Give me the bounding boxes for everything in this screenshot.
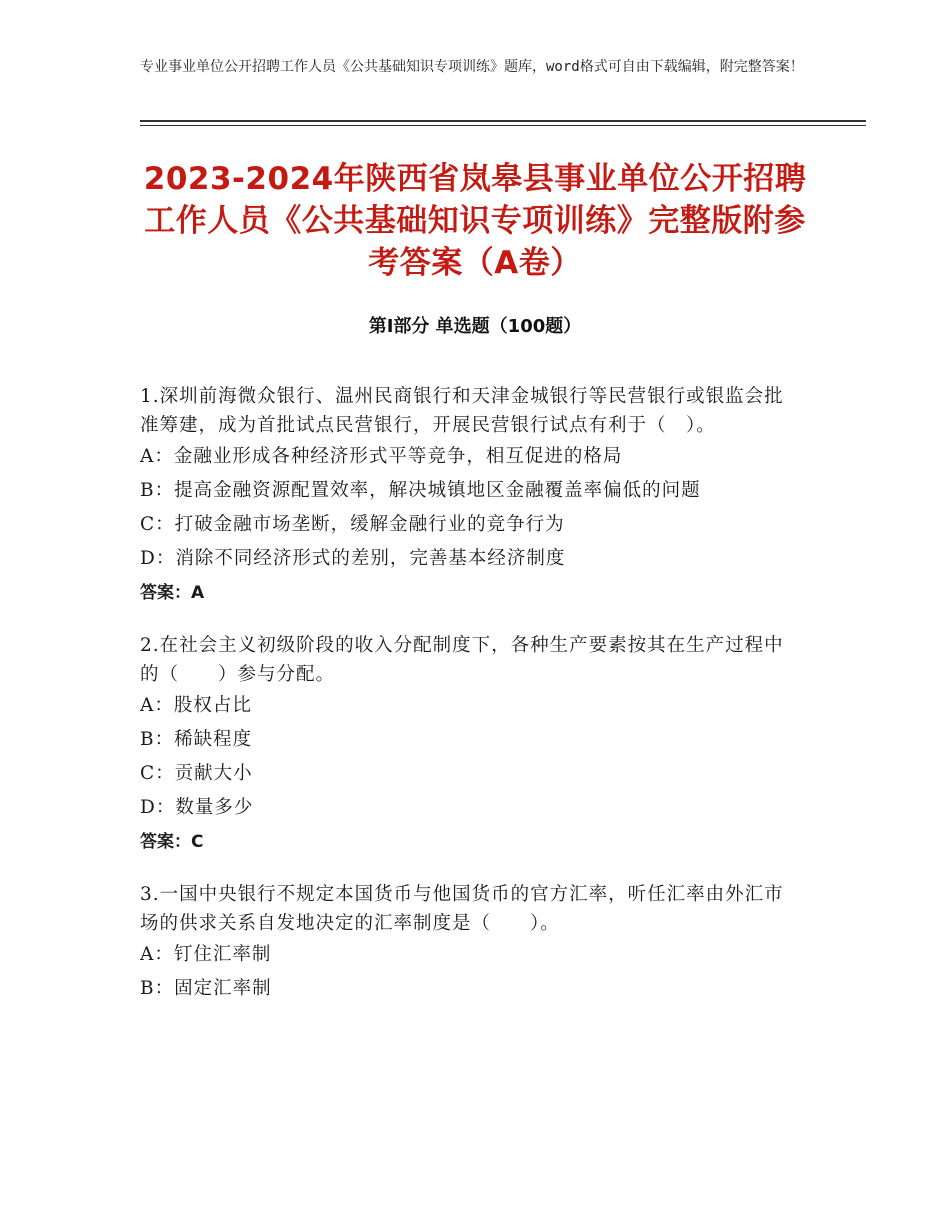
question-stem: 2.在社会主义初级阶段的收入分配制度下，各种生产要素按其在生产过程中的（ ）参与分配。	[140, 635, 784, 685]
header-note: 专业事业单位公开招聘工作人员《公共基础知识专项训练》题库，word格式可自由下载编辑，附完整答案！	[140, 59, 804, 75]
option-d: D：数量多少	[140, 797, 254, 818]
option-a: A：股权占比	[140, 695, 252, 716]
header-divider-thin	[140, 125, 866, 126]
question-1	[140, 382, 800, 610]
question-stem: 3.一国中央银行不规定本国货币与他国货币的官方汇率，听任汇率由外汇市场的供求关系自发地决定的汇率制度是（ ）。	[140, 884, 784, 934]
question-3	[140, 880, 800, 1006]
question-list	[140, 382, 800, 1027]
option-b: B：稀缺程度	[140, 729, 253, 750]
option-b: B：固定汇率制	[140, 978, 272, 999]
document-title: 2023-2024年陕西省岚皋县事业单位公开招聘工作人员《公共基础知识专项训练》完整版附参考答案（A卷）	[143, 161, 807, 281]
option-a: A：钉住汇率制	[140, 944, 272, 965]
answer: 答案：A	[140, 583, 205, 603]
question-2	[140, 631, 800, 859]
option-b: B：提高金融资源配置效率，解决城镇地区金融覆盖率偏低的问题	[140, 480, 701, 501]
option-a: A：金融业形成各种经济形式平等竞争，相互促进的格局	[140, 446, 623, 467]
section-title: 第Ⅰ部分 单选题（100题）	[368, 316, 582, 337]
header-divider-thick	[140, 120, 866, 122]
option-c: C：打破金融市场垄断，缓解金融行业的竞争行为	[140, 514, 565, 535]
option-c: C：贡献大小	[140, 763, 253, 784]
option-d: D：消除不同经济形式的差别，完善基本经济制度	[140, 548, 566, 569]
answer: 答案：C	[140, 832, 204, 852]
question-stem: 1.深圳前海微众银行、温州民商银行和天津金城银行等民营银行或银监会批准筹建，成为首批试点民营银行，开展民营银行试点有利于（ ）。	[140, 386, 784, 436]
